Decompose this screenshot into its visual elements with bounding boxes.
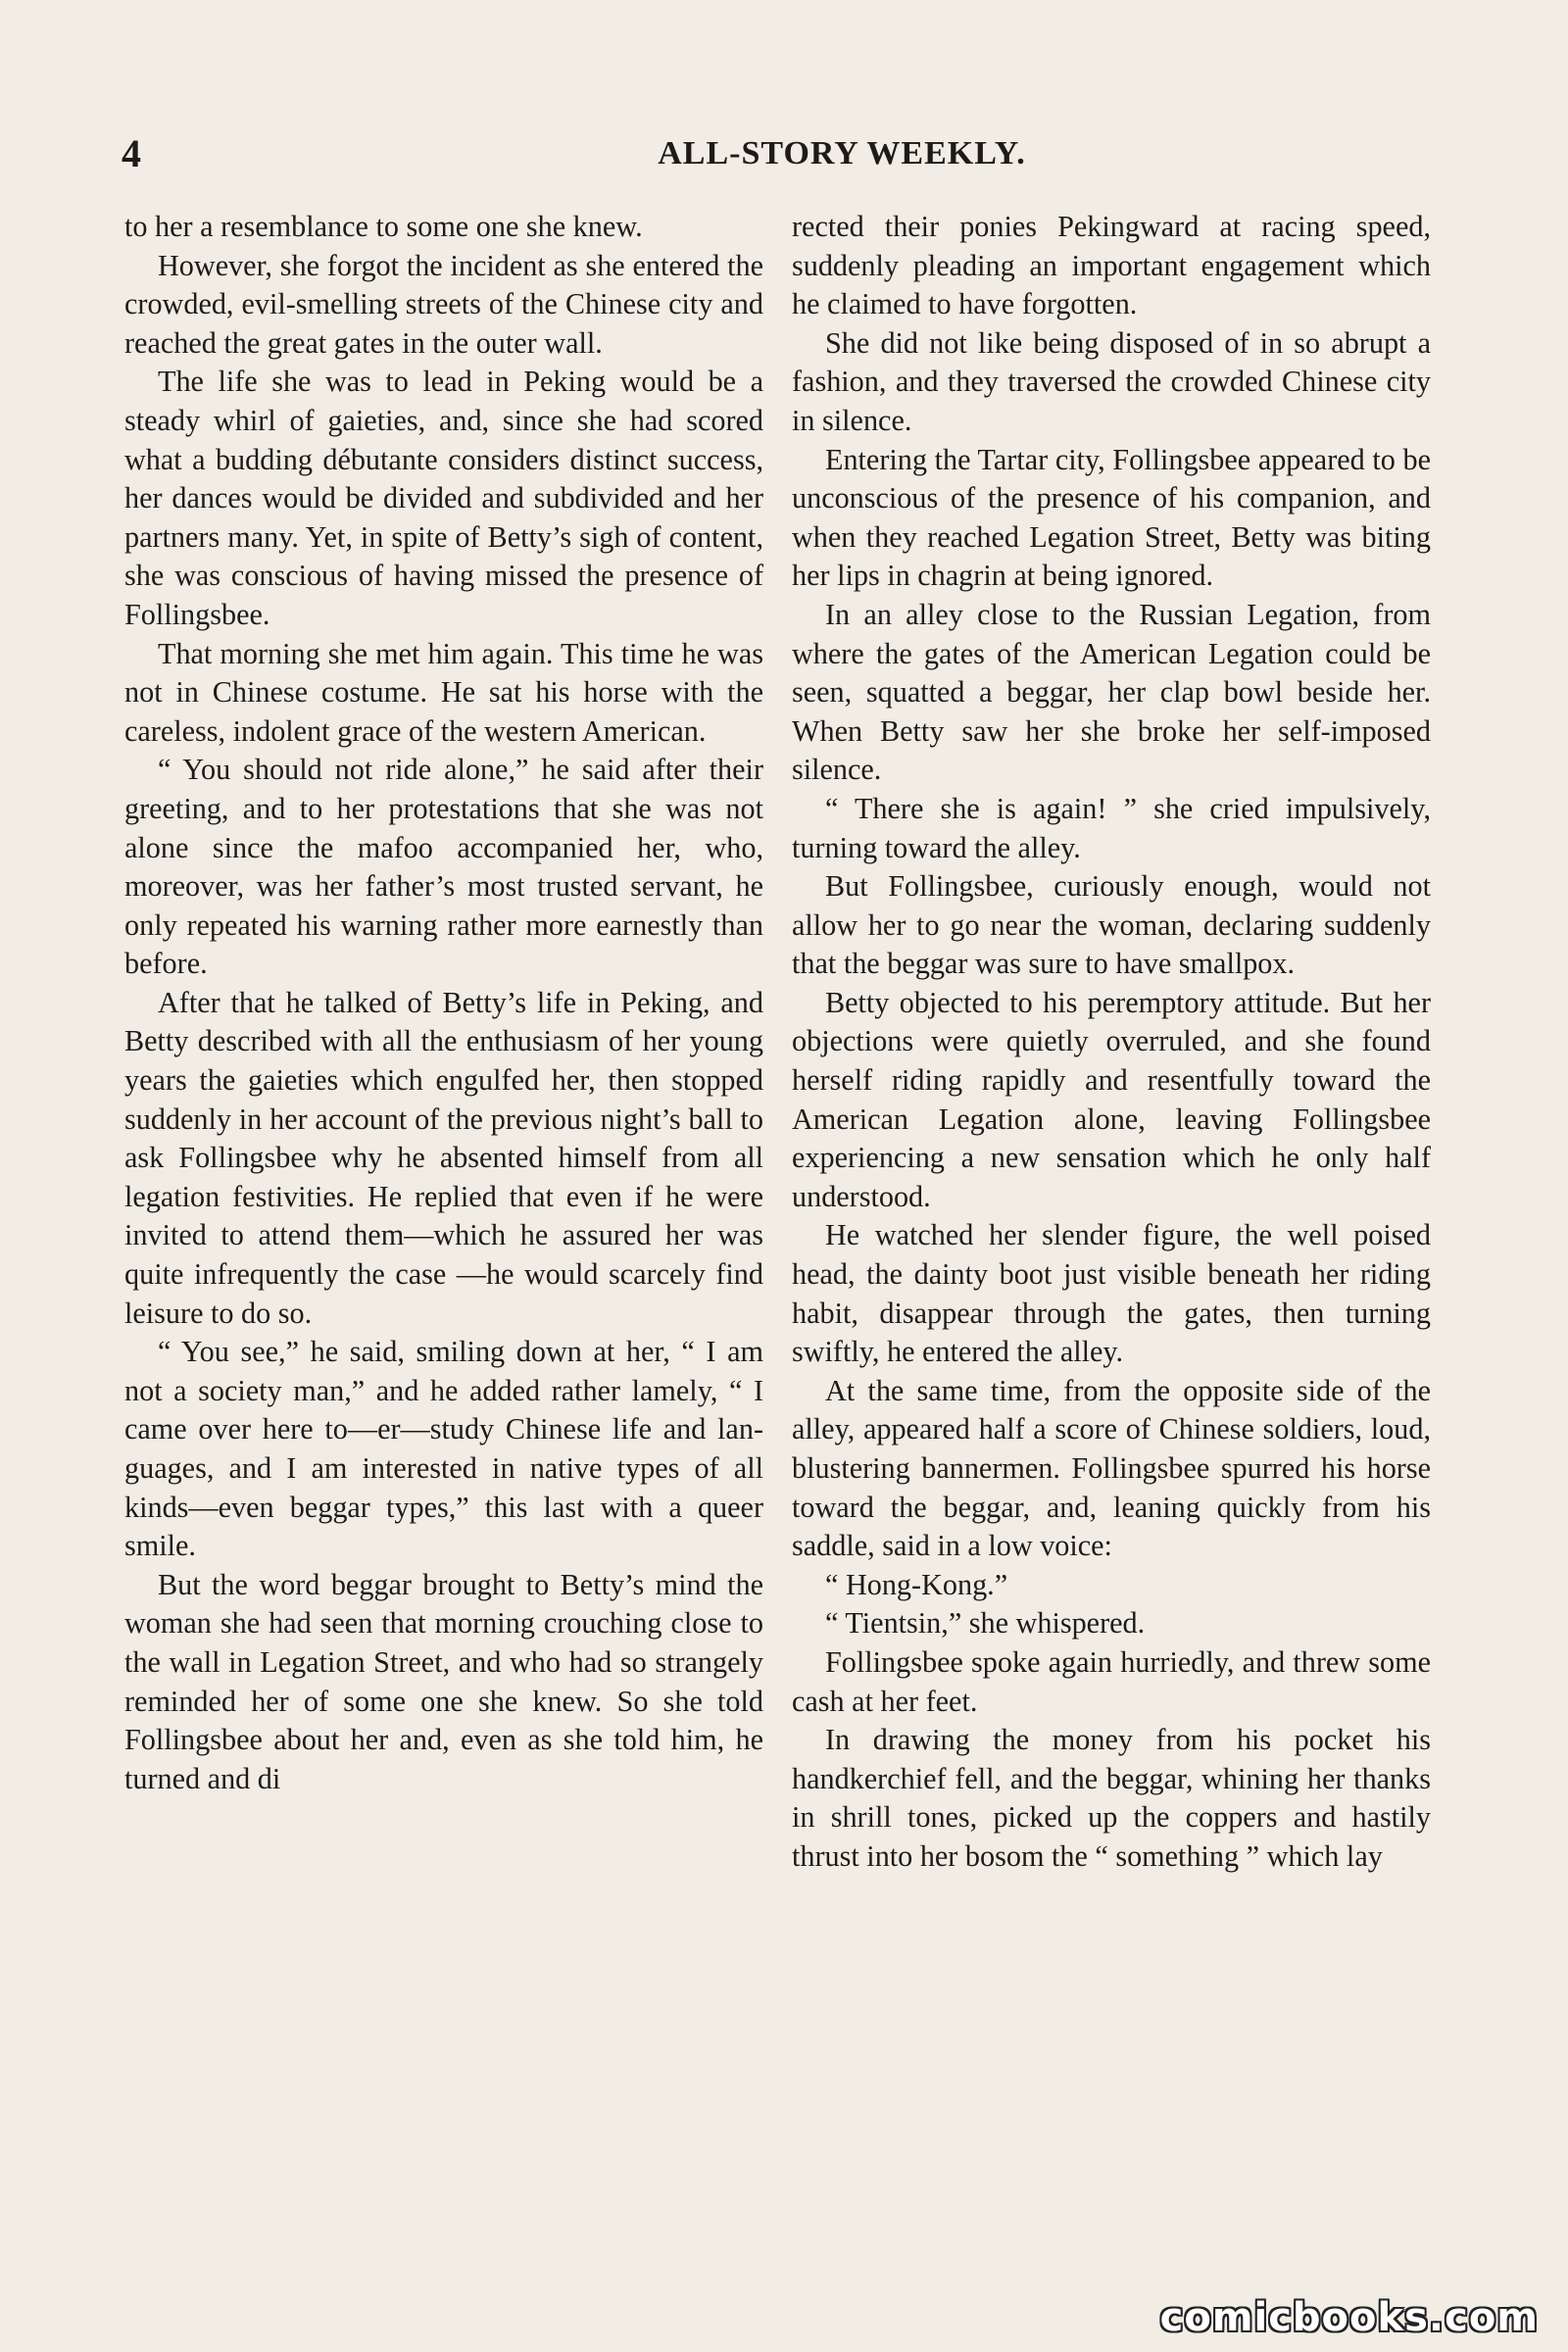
paragraph: In drawing the money from his pocket his handkerchief fell, and the beggar, whining her thanks in shrill tones, picked up the coppers and hastily thrust into her bosom the “ something ” which lay — [792, 1723, 1431, 1873]
paragraph: “ Tientsin,” she whispered. — [825, 1606, 1146, 1641]
paragraph: But the word beggar brought to Betty’s mind the woman she had seen that morning crouching close to the wall in Legation Street, and who had so strangely reminded her of some one she knew. So she told Follingsbee about her and, even as she told him, he turned and di — [124, 1567, 763, 1795]
paragraph: Betty objected to his peremptory attitude. But her objections were quietly overruled, and she found herself riding rapidly and resentfully toward the American Legation alone, leaving Follingsbee experiencing a new sensation which he only half understood. — [792, 985, 1431, 1213]
running-head: ALL-STORY WEEKLY. — [658, 135, 1026, 172]
paragraph: Follingsbee spoke again hurriedly, and threw some cash at her feet. — [792, 1644, 1431, 1718]
paragraph: “ You see,” he said, smiling down at her, “ I am not a society man,” and he added rather lamely, “ I came over here to—er—study Chinese life and languages, and I am interested in native types of all kinds—even beggar types,” this last with a queer smile. — [124, 1335, 763, 1563]
paragraph: He watched her slender figure, the well poised head, the dainty boot just visible beneath her riding habit, disappear through the gates, then turning swiftly, he entered the alley. — [792, 1218, 1431, 1369]
paragraph: But Follingsbee, curiously enough, would not allow her to go near the woman, declaring suddenly that the beggar was sure to have smallpox. — [792, 869, 1431, 981]
paragraph: “ There she is again! ” she cried impulsively, turning toward the alley. — [792, 791, 1431, 864]
paragraph: “ Hong-Kong.” — [825, 1567, 1008, 1601]
paragraph: rected their ponies Pekingward at racing speed, suddenly pleading an important engagement which he claimed to have forgotten. — [792, 210, 1431, 321]
paragraph: In an alley close to the Russian Legation, from where the gates of the American Legation could be seen, squatted a beggar, her clap bowl beside her. When Betty saw her she broke her self-imposed silence. — [792, 597, 1431, 787]
paragraph: “ You should not ride alone,” he said after their greeting, and to her protestations that she was not alone since the mafoo accompanied her, who, moreover, was her father’s most trusted servant, he only repeated his warning rather more earnestly than before. — [124, 753, 763, 981]
paragraph: That morning she met him again. This time he was not in Chinese costume. He sat his horse with the careless, indolent grace of the western American. — [124, 636, 763, 748]
left-column — [124, 208, 763, 2187]
paragraph: The life she was to lead in Peking would be a steady whirl of gaieties, and, since she had scored what a budding débutante considers distinct success, her dances would be divided and subdivided and her partners many. Yet, in spite of Betty’s sigh of content, she was conscious of having missed the presence of Follingsbee. — [124, 365, 763, 631]
paragraph: Entering the Tartar city, Follingsbee appeared to be unconscious of the presence of his companion, and when they reached Legation Street, Betty was biting her lips in chagrin at being ignored. — [792, 442, 1431, 593]
paragraph: At the same time, from the opposite side of the alley, appeared half a score of Chinese soldiers, loud, blustering bannermen. Follingsbee spurred his horse toward the beggar, and, leaning quickly from his saddle, said in a low voice: — [792, 1373, 1431, 1563]
paragraph: to her a resemblance to some one she knew. — [124, 210, 643, 243]
paragraph: After that he talked of Betty’s life in Peking, and Betty described with all the enthusiasm of her young years the gaieties which engulfed her, then stopped suddenly in her account of the previous night’s ball to ask Follingsbee why he absented himself from all legation festivities. He replied that even if he were invited to attend them—which he assured her was quite infrequently the case —he would scarcely find leisure to do so. — [124, 985, 763, 1330]
site-watermark: comicbooks.com — [1159, 2295, 1539, 2340]
page-header — [122, 129, 1435, 178]
right-column — [792, 208, 1431, 2187]
paragraph: However, she forgot the incident as she entered the crowded, evil-smelling streets of the Chinese city and reached the great gates in the outer wall. — [124, 248, 763, 360]
page-number: 4 — [122, 131, 141, 175]
paragraph: She did not like being disposed of in so abrupt a fashion, and they traversed the crowded Chinese city in silence. — [792, 325, 1431, 437]
